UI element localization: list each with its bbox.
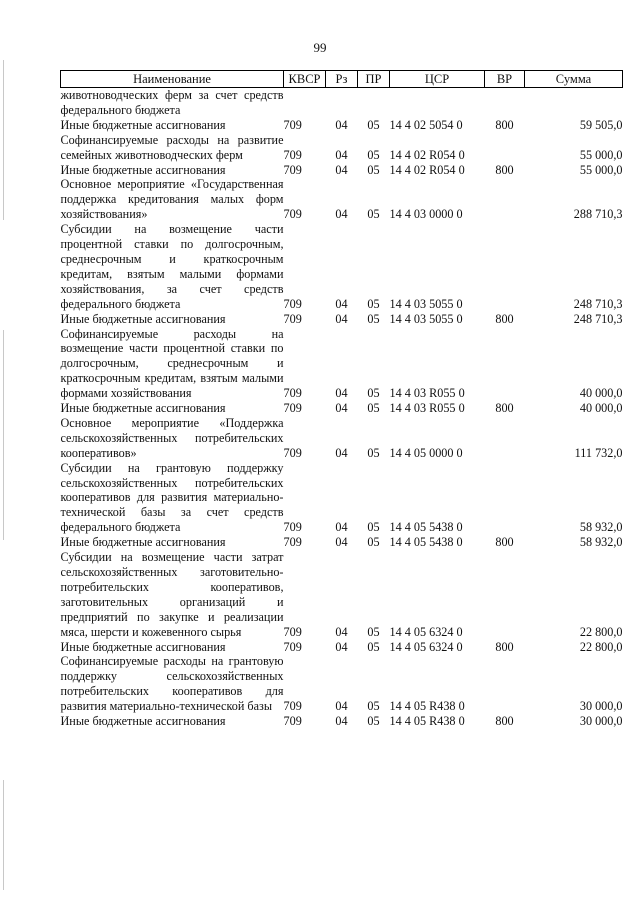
cell-pr: 05 [367, 311, 380, 326]
cell-sum: 30 000,0 [579, 699, 623, 714]
left-margin-mark-middle [3, 330, 4, 540]
header-vr: ВР [485, 71, 525, 88]
cell-sum: 111 732,0 [574, 445, 623, 460]
cell-csr: 14 4 05 R438 0 [389, 699, 465, 714]
cell-sum: 30 000,0 [579, 714, 623, 729]
cell-name: Основное мероприятие «Государственная поддержка кредитования малых форм хозяйствования» [60, 177, 284, 222]
cell-kvsr: 709 [283, 162, 302, 177]
header-rz: Рз [326, 71, 358, 88]
cell-kvsr: 709 [283, 147, 302, 162]
cell-kvsr: 709 [283, 699, 302, 714]
cell-csr: 14 4 05 5438 0 [389, 520, 463, 535]
cell-sum: 248 710,3 [573, 296, 623, 311]
cell-kvsr: 709 [283, 296, 302, 311]
cell-pr: 05 [367, 699, 380, 714]
cell-name: Иные бюджетные ассигнования [60, 535, 226, 550]
table-row [61, 640, 623, 655]
table-row [61, 222, 623, 311]
cell-vr: 800 [495, 535, 514, 550]
left-margin-mark-bottom [3, 780, 4, 890]
table-row [61, 312, 623, 327]
cell-vr: 800 [495, 639, 514, 654]
cell-rz: 04 [335, 639, 348, 654]
cell-kvsr: 709 [283, 535, 302, 550]
cell-name: Софинансируемые расходы на развитие семейных животноводческих ферм [60, 132, 284, 162]
cell-rz: 04 [335, 714, 348, 729]
cell-vr [485, 327, 525, 402]
cell-pr: 05 [367, 296, 380, 311]
table-row [61, 88, 623, 118]
table-header [61, 71, 623, 88]
header-pr: ПР [358, 71, 390, 88]
cell-name: Иные бюджетные ассигнования [60, 714, 226, 729]
cell-vr: 800 [495, 117, 514, 132]
cell-vr [485, 461, 525, 536]
table-row [61, 714, 623, 729]
cell-name: животноводческих ферм за счет средств федерального бюджета [60, 88, 284, 117]
cell-pr: 05 [367, 162, 380, 177]
cell-kvsr [284, 88, 326, 118]
header-name: Наименование [61, 71, 284, 88]
cell-pr: 05 [367, 639, 380, 654]
cell-pr: 05 [367, 401, 380, 416]
cell-kvsr: 709 [283, 520, 302, 535]
cell-vr: 800 [495, 401, 514, 416]
cell-csr: 14 4 05 R438 0 [389, 714, 465, 729]
cell-pr: 05 [367, 117, 380, 132]
cell-vr [485, 654, 525, 714]
cell-name: Иные бюджетные ассигнования [60, 311, 226, 326]
cell-pr [358, 88, 390, 118]
cell-kvsr: 709 [283, 445, 302, 460]
cell-csr: 14 4 03 5055 0 [389, 311, 463, 326]
cell-vr [485, 416, 525, 461]
cell-name: Софинансируемые расходы на грантовую поддержку сельскохозяйственных потребительских кооперативов для развития материально-технической базы [60, 654, 284, 714]
table-row [61, 163, 623, 178]
cell-kvsr: 709 [283, 311, 302, 326]
cell-kvsr: 709 [283, 714, 302, 729]
cell-pr: 05 [367, 520, 380, 535]
cell-csr: 14 4 03 R055 0 [389, 401, 465, 416]
table-row [61, 118, 623, 133]
header-kvsr: КВСР [284, 71, 326, 88]
cell-sum: 55 000,0 [579, 162, 623, 177]
cell-kvsr: 709 [283, 386, 302, 401]
cell-sum: 55 000,0 [579, 147, 623, 162]
cell-pr: 05 [367, 386, 380, 401]
cell-csr: 14 4 05 5438 0 [389, 535, 463, 550]
cell-sum: 22 800,0 [579, 624, 623, 639]
cell-sum [525, 88, 623, 118]
cell-name: Субсидии на возмещение части затрат сельскохозяйственных заготовительно-потребительских кооперативов, заготовительных организаций и предприятий по закупке и реализации мяса, шерсти и кожевенного сырья [60, 550, 284, 639]
cell-name: Основное мероприятие «Поддержка сельскохозяйственных потребительских кооперативов» [60, 415, 284, 460]
cell-csr: 14 4 03 5055 0 [389, 296, 463, 311]
cell-rz: 04 [335, 147, 348, 162]
cell-kvsr: 709 [283, 401, 302, 416]
table-row [61, 177, 623, 222]
cell-rz: 04 [335, 535, 348, 550]
cell-name: Иные бюджетные ассигнования [60, 162, 226, 177]
cell-rz: 04 [335, 117, 348, 132]
cell-pr: 05 [367, 207, 380, 222]
table-row [61, 654, 623, 714]
cell-vr: 800 [495, 162, 514, 177]
cell-rz: 04 [335, 311, 348, 326]
cell-name: Иные бюджетные ассигнования [60, 117, 226, 132]
cell-csr [390, 88, 485, 118]
header-row [61, 71, 623, 88]
cell-sum: 58 932,0 [579, 520, 623, 535]
table-row [61, 416, 623, 461]
page-number: 99 [313, 40, 327, 55]
cell-vr [485, 222, 525, 311]
cell-rz [326, 88, 358, 118]
cell-kvsr: 709 [283, 624, 302, 639]
header-sum: Сумма [525, 71, 623, 88]
cell-csr: 14 4 05 0000 0 [389, 445, 463, 460]
cell-vr: 800 [495, 714, 514, 729]
cell-sum: 59 505,0 [579, 117, 623, 132]
cell-rz: 04 [335, 401, 348, 416]
cell-rz: 04 [335, 624, 348, 639]
cell-csr: 14 4 05 6324 0 [389, 639, 463, 654]
cell-sum: 58 932,0 [579, 535, 623, 550]
cell-sum: 248 710,3 [573, 311, 623, 326]
cell-sum: 40 000,0 [579, 386, 623, 401]
cell-name: Иные бюджетные ассигнования [60, 639, 226, 654]
cell-sum: 288 710,3 [573, 207, 623, 222]
table-row [61, 461, 623, 536]
cell-vr: 800 [495, 311, 514, 326]
cell-pr: 05 [367, 624, 380, 639]
cell-rz: 04 [335, 699, 348, 714]
table-row [61, 401, 623, 416]
cell-csr: 14 4 02 5054 0 [389, 117, 463, 132]
cell-csr: 14 4 03 0000 0 [389, 207, 463, 222]
cell-name: Субсидии на грантовую поддержку сельскохозяйственных потребительских кооперативов для развития материально-технической базы за счет средств федерального бюджета [60, 460, 284, 535]
cell-vr [485, 177, 525, 222]
cell-csr: 14 4 03 R055 0 [389, 386, 465, 401]
cell-vr [485, 550, 525, 639]
cell-vr [485, 133, 525, 163]
cell-rz: 04 [335, 445, 348, 460]
table-row [61, 535, 623, 550]
header-csr: ЦСР [390, 71, 485, 88]
cell-kvsr: 709 [283, 639, 302, 654]
table-row [61, 550, 623, 639]
cell-csr: 14 4 02 R054 0 [389, 147, 465, 162]
cell-rz: 04 [335, 207, 348, 222]
cell-sum: 40 000,0 [579, 401, 623, 416]
cell-rz: 04 [335, 386, 348, 401]
cell-sum: 22 800,0 [579, 639, 623, 654]
cell-pr: 05 [367, 535, 380, 550]
cell-kvsr: 709 [283, 207, 302, 222]
left-margin-mark-top [3, 60, 4, 220]
cell-csr: 14 4 02 R054 0 [389, 162, 465, 177]
cell-csr: 14 4 05 6324 0 [389, 624, 463, 639]
budget-table [60, 70, 623, 729]
cell-name: Иные бюджетные ассигнования [60, 401, 226, 416]
table-row [61, 327, 623, 402]
cell-name: Софинансируемые расходы на возмещение части процентной ставки по долгосрочным, среднесрочным и краткосрочным кредитам, взятым малыми формами хозяйствования [60, 326, 284, 401]
cell-rz: 04 [335, 162, 348, 177]
cell-rz: 04 [335, 296, 348, 311]
table-body [61, 88, 623, 729]
cell-rz: 04 [335, 520, 348, 535]
cell-vr [485, 88, 525, 118]
cell-pr: 05 [367, 714, 380, 729]
cell-pr: 05 [367, 147, 380, 162]
table-row [61, 133, 623, 163]
cell-kvsr: 709 [283, 117, 302, 132]
cell-pr: 05 [367, 445, 380, 460]
cell-name: Субсидии на возмещение части процентной ставки по долгосрочным, среднесрочным и краткосрочным кредитам, взятым малыми формами хозяйствования, за счет средств федерального бюджета [60, 222, 284, 311]
